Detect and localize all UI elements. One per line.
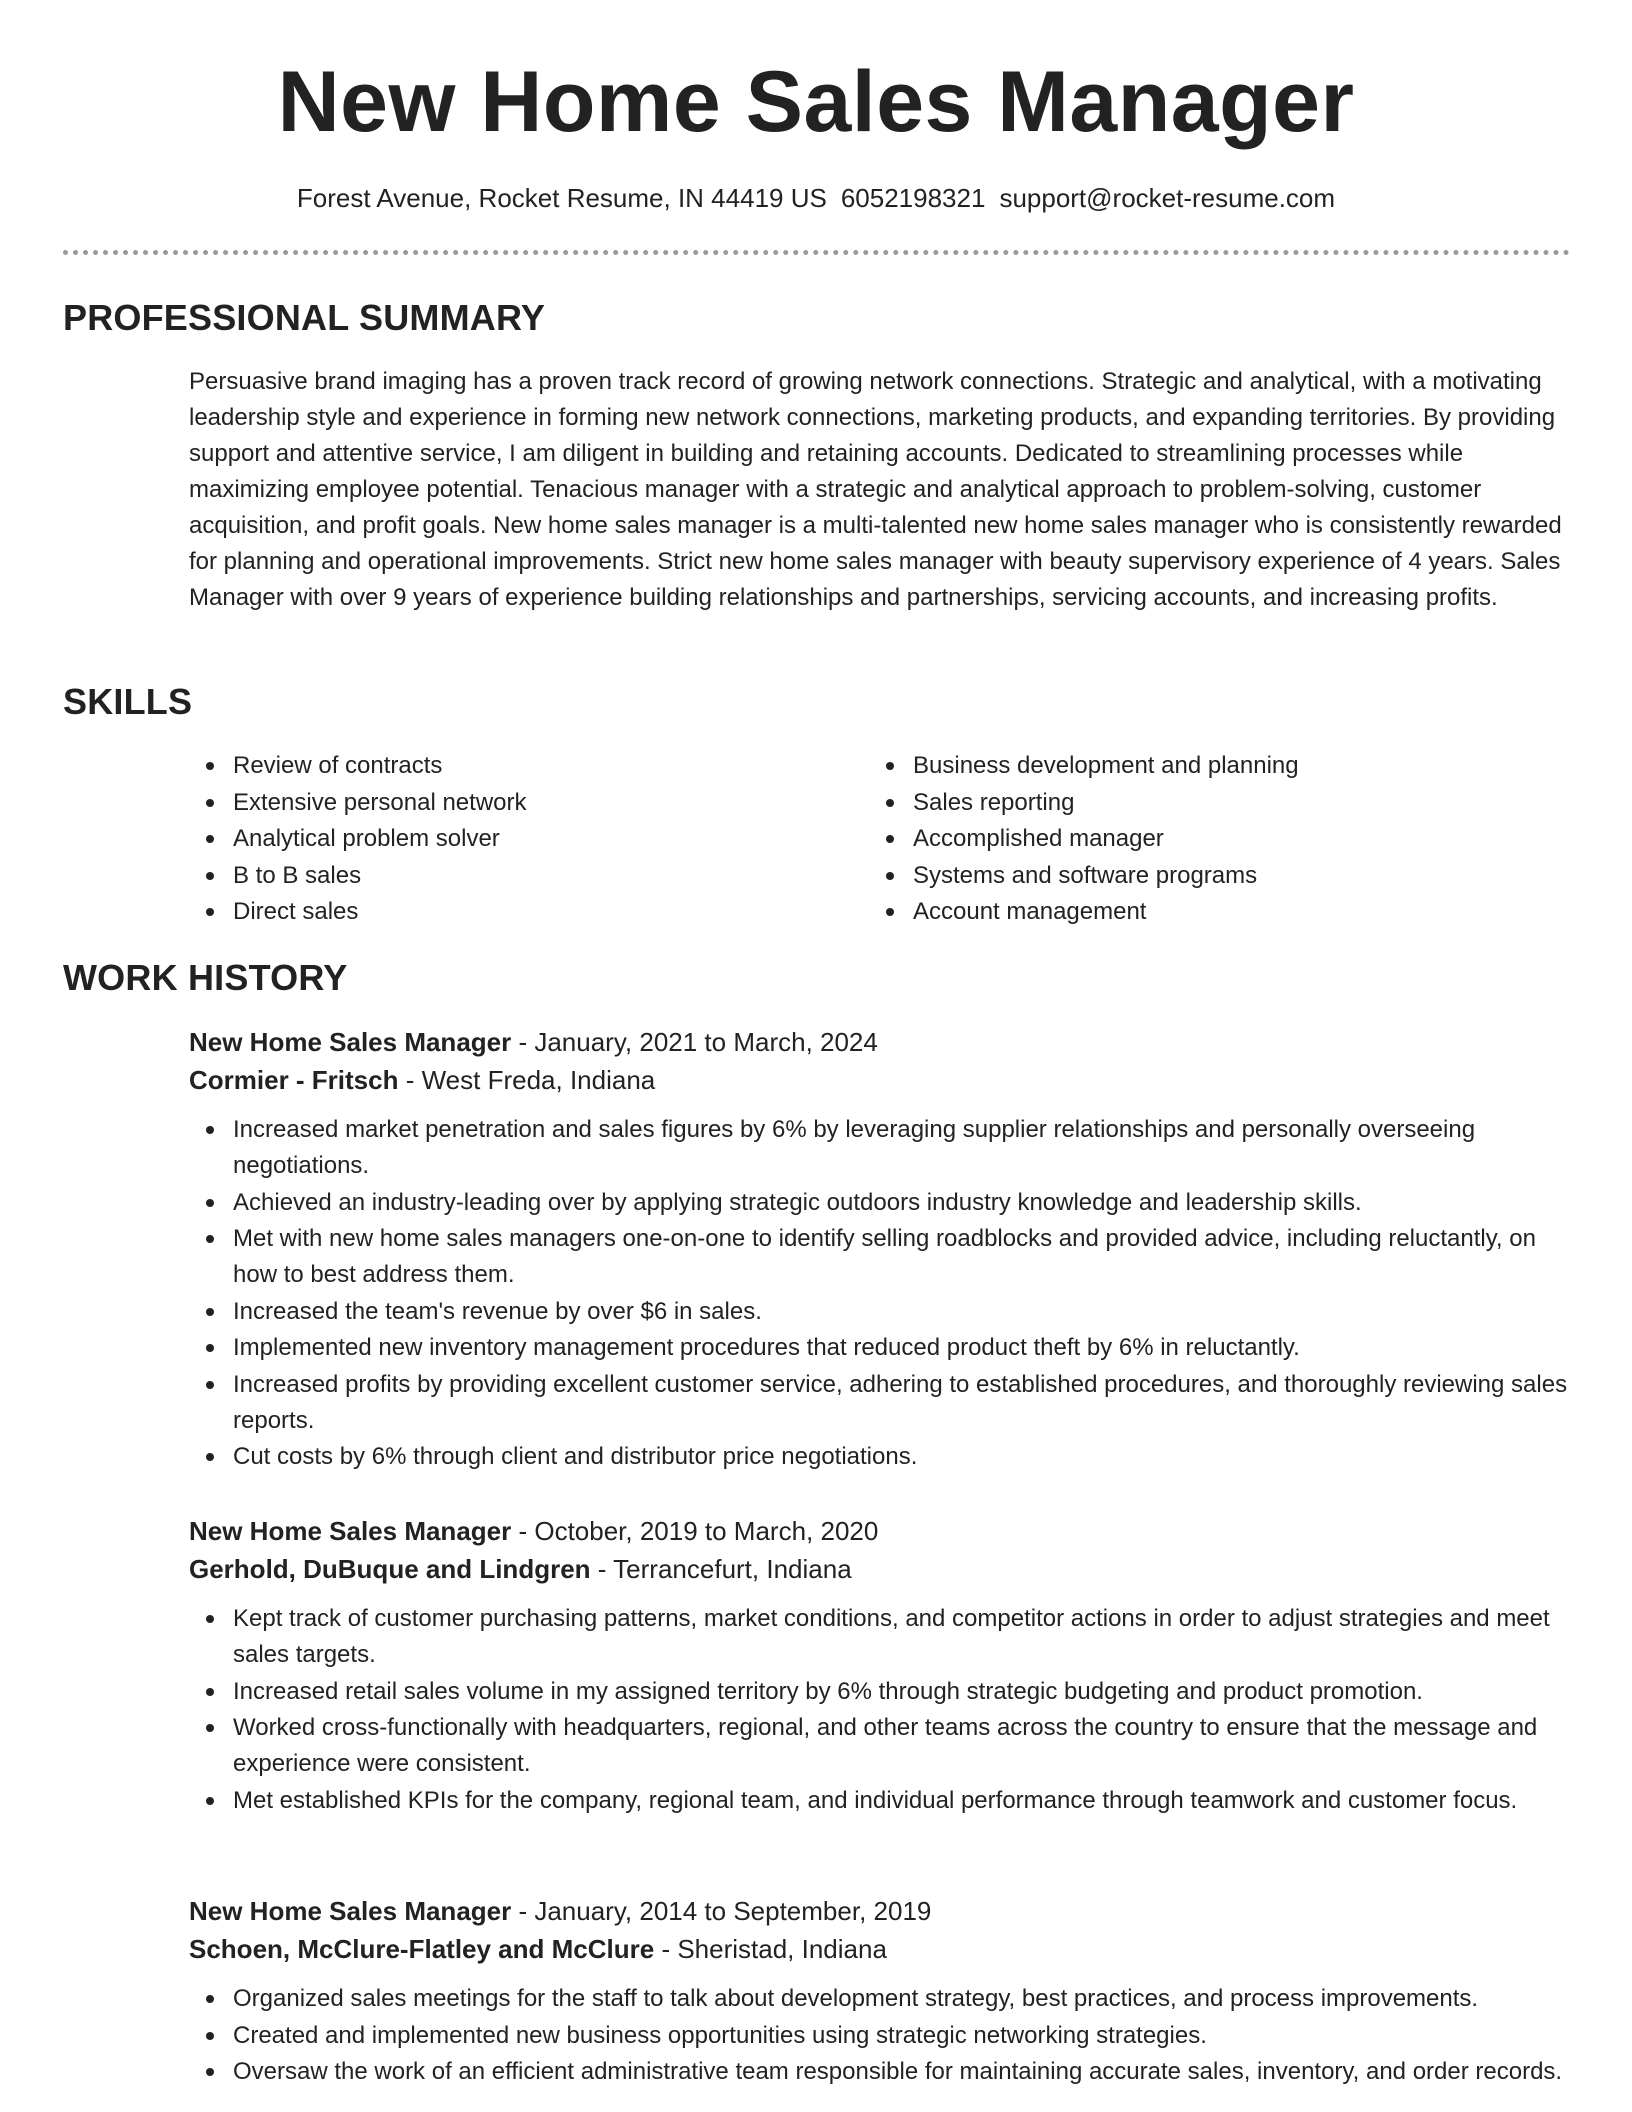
job-dates: - October, 2019 to March, 2020 <box>511 1516 879 1546</box>
skill-item: Accomplished manager <box>869 821 1299 858</box>
job-bullet: Met with new home sales managers one-on-one to identify selling roadblocks and provided advice, including reluctantly, on how to best address them. <box>189 1221 1569 1293</box>
header-divider <box>63 250 1570 255</box>
work-history-heading: WORK HISTORY <box>63 957 348 998</box>
job-dates: - January, 2021 to March, 2024 <box>511 1027 878 1057</box>
skill-item: Analytical problem solver <box>189 821 526 858</box>
job-bullet: Increased profits by providing excellent customer service, adhering to established procedures, and thoroughly reviewing sales reports. <box>189 1367 1569 1439</box>
job-bullet: Implemented new inventory management procedures that reduced product theft by 6% in reluctantly. <box>189 1330 1569 1366</box>
summary-heading: PROFESSIONAL SUMMARY <box>63 297 546 338</box>
resume-title: New Home Sales Manager <box>277 54 1355 150</box>
skill-item: Direct sales <box>189 894 526 931</box>
job-company-line <box>189 1061 1569 1099</box>
job-location: - West Freda, Indiana <box>398 1065 656 1095</box>
job-bullet: Kept track of customer purchasing patterns, market conditions, and competitor actions in order to adjust strategies and meet sales targets. <box>189 1601 1569 1673</box>
skill-item: Account management <box>869 894 1299 931</box>
skill-item: Business development and planning <box>869 748 1299 785</box>
skills-list-left <box>189 748 526 931</box>
job-bullet: Created and implemented new business opportunities using strategic networking strategies. <box>189 2018 1569 2054</box>
contact-address: Forest Avenue, Rocket Resume, IN 44419 US <box>296 183 827 213</box>
skill-item: Systems and software programs <box>869 858 1299 895</box>
job-bullets <box>189 1981 1569 2090</box>
job-title: New Home Sales Manager <box>189 1896 512 1926</box>
job-location: - Sheristad, Indiana <box>654 1934 887 1964</box>
job-title: New Home Sales Manager <box>189 1516 512 1546</box>
summary-text: Persuasive brand imaging has a proven track record of growing network connections. Strategic and analytical, with a motivating leadership style and experience in forming new network connections, marketing products, and expanding territories. By providing support and attentive service, I am diligent in building and retaining accounts. Dedicated to streamlining processes while maximizing employee potential. Tenacious manager with a strategic and analytical approach to problem-solving, customer acquisition, and profit goals. New home sales manager is a multi-talented new home sales manager who is consistently rewarded for planning and operational improvements. Strict new home sales manager with beauty supervisory experience of 4 years. Sales Manager with over 9 years of experience building relationships and partnerships, servicing accounts, and increasing profits. <box>189 368 1562 611</box>
job-company: Cormier - Fritsch <box>189 1065 399 1095</box>
job-title: New Home Sales Manager <box>189 1027 512 1057</box>
job-bullet: Achieved an industry-leading over by applying strategic outdoors industry knowledge and leadership skills. <box>189 1185 1569 1221</box>
job-entry <box>189 1023 1569 1476</box>
job-bullet: Oversaw the work of an efficient administrative team responsible for maintaining accurate sales, inventory, and order records. <box>189 2054 1569 2090</box>
job-title-line <box>189 1512 1569 1550</box>
job-bullet: Worked cross-functionally with headquarters, regional, and other teams across the country to ensure that the message and experience were consistent. <box>189 1710 1569 1782</box>
job-company-line <box>189 1550 1569 1588</box>
skill-item: B to B sales <box>189 858 526 895</box>
job-bullets <box>189 1112 1569 1475</box>
job-entry <box>189 1512 1569 1819</box>
skill-item: Extensive personal network <box>189 785 526 822</box>
job-bullet: Increased the team's revenue by over $6 in sales. <box>189 1294 1569 1330</box>
job-entry <box>189 1892 1569 2091</box>
job-title-line <box>189 1892 1569 1930</box>
skill-item: Review of contracts <box>189 748 526 785</box>
job-bullet: Met established KPIs for the company, regional team, and individual performance through teamwork and customer focus. <box>189 1783 1569 1819</box>
job-bullets <box>189 1601 1569 1819</box>
job-bullet: Increased market penetration and sales figures by 6% by leveraging supplier relationships and personally overseeing negotiations. <box>189 1112 1569 1184</box>
job-company: Schoen, McClure-Flatley and McClure <box>189 1934 655 1964</box>
skills-list-right <box>869 748 1299 931</box>
job-title-line <box>189 1023 1569 1061</box>
job-location: - Terrancefurt, Indiana <box>590 1554 852 1584</box>
job-bullet: Increased retail sales volume in my assigned territory by 6% through strategic budgeting and product promotion. <box>189 1674 1569 1710</box>
contact-line <box>0 180 1632 216</box>
job-dates: - January, 2014 to September, 2019 <box>511 1896 932 1926</box>
skill-item: Sales reporting <box>869 785 1299 822</box>
job-company-line <box>189 1930 1569 1968</box>
job-bullet: Organized sales meetings for the staff to talk about development strategy, best practices, and process improvements. <box>189 1981 1569 2017</box>
skills-heading: SKILLS <box>63 681 193 722</box>
contact-email: support@rocket-resume.com <box>999 183 1336 213</box>
contact-phone: 6052198321 <box>840 183 986 213</box>
job-bullet: Cut costs by 6% through client and distributor price negotiations. <box>189 1439 1569 1475</box>
job-company: Gerhold, DuBuque and Lindgren <box>189 1554 591 1584</box>
